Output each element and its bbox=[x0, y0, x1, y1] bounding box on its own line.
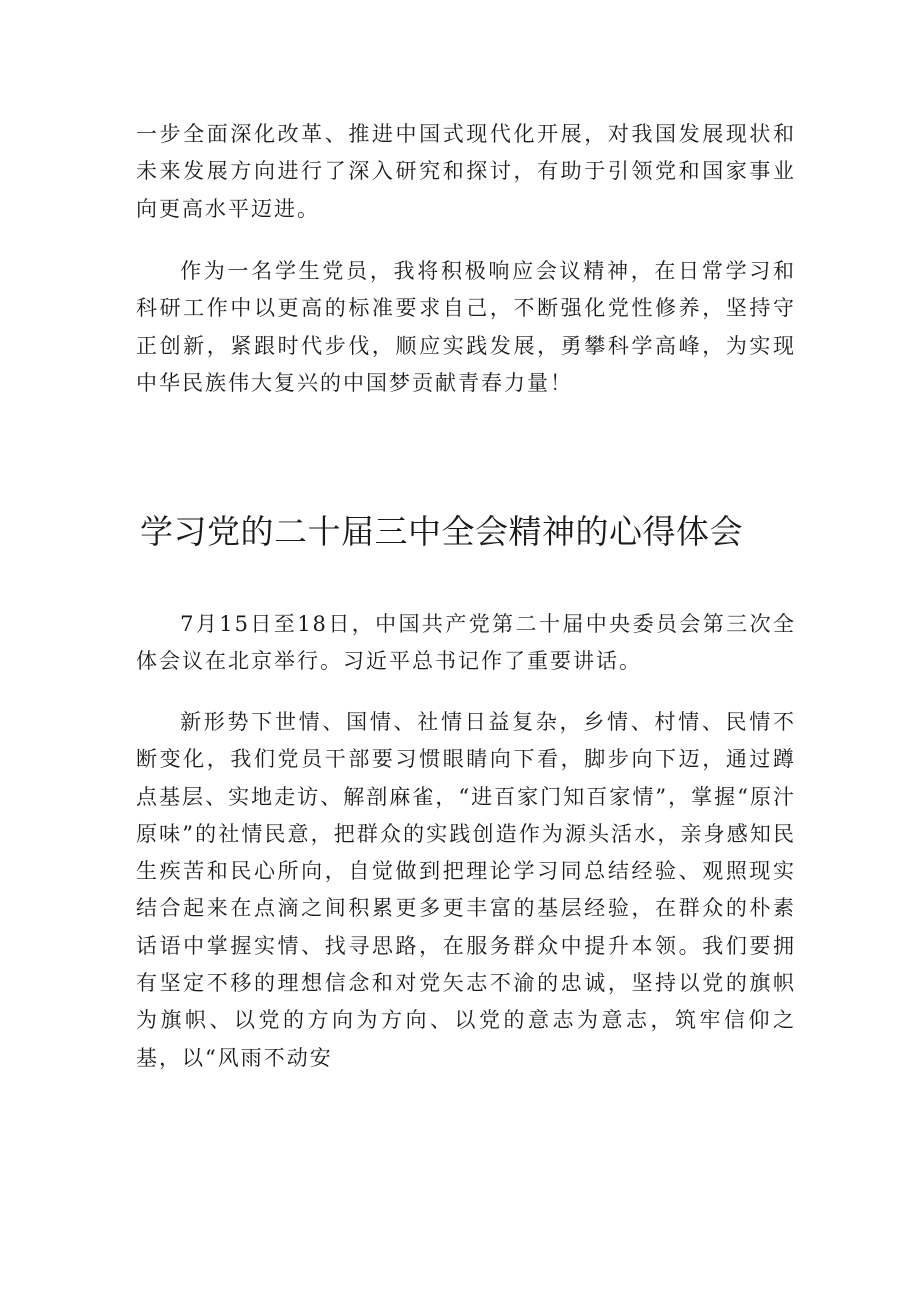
document-title: 学习党的二十届三中全会精神的心得体会 bbox=[140, 512, 743, 551]
paragraph-student-member: 作为一名学生党员，我将积极响应会议精神，在日常学习和科研工作中以更高的标准要求自己，不断强化党性修养，坚持守正创新，紧跟时代步伐，顺应实践发展，勇攀科学高峰，为实现中华民族伟大复兴的中国梦贡献青春力量！ bbox=[136, 259, 796, 395]
paragraph-new-situation: 新形势下世情、国情、社情日益复杂，乡情、村情、民情不断变化，我们党员干部要习惯眼睛向下看，脚步向下迈，通过蹲点基层、实地走访、解剖麻雀，“进百家门知百家情”，掌握“原汁原味”的社情民意，把群众的实践创造作为源头活水，亲身感知民生疾苦和民心所向，自觉做到把理论学习同总结经验、观照现实结合起来在点滴之间积累更多更丰富的基层经验，在群众的朴素话语中掌握实情、找寻思路，在服务群众中提升本领。我们要拥有坚定不移的理想信念和对党矢志不渝的忠诚，坚持以党的旗帜为旗帜、以党的方向为方向、以党的意志为意志，筑牢信仰之基，以“风雨不动安 bbox=[136, 710, 796, 1070]
paragraph-meeting-intro: 7月15日至18日，中国共产党第二十届中央委员会第三次全体会议在北京举行。习近平总书记作了重要讲话。 bbox=[136, 612, 796, 674]
paragraph-continued: 一步全面深化改革、推进中国式现代化开展，对我国发展现状和未来发展方向进行了深入研究和探讨，有助于引领党和国家事业向更高水平迈进。 bbox=[136, 122, 796, 221]
